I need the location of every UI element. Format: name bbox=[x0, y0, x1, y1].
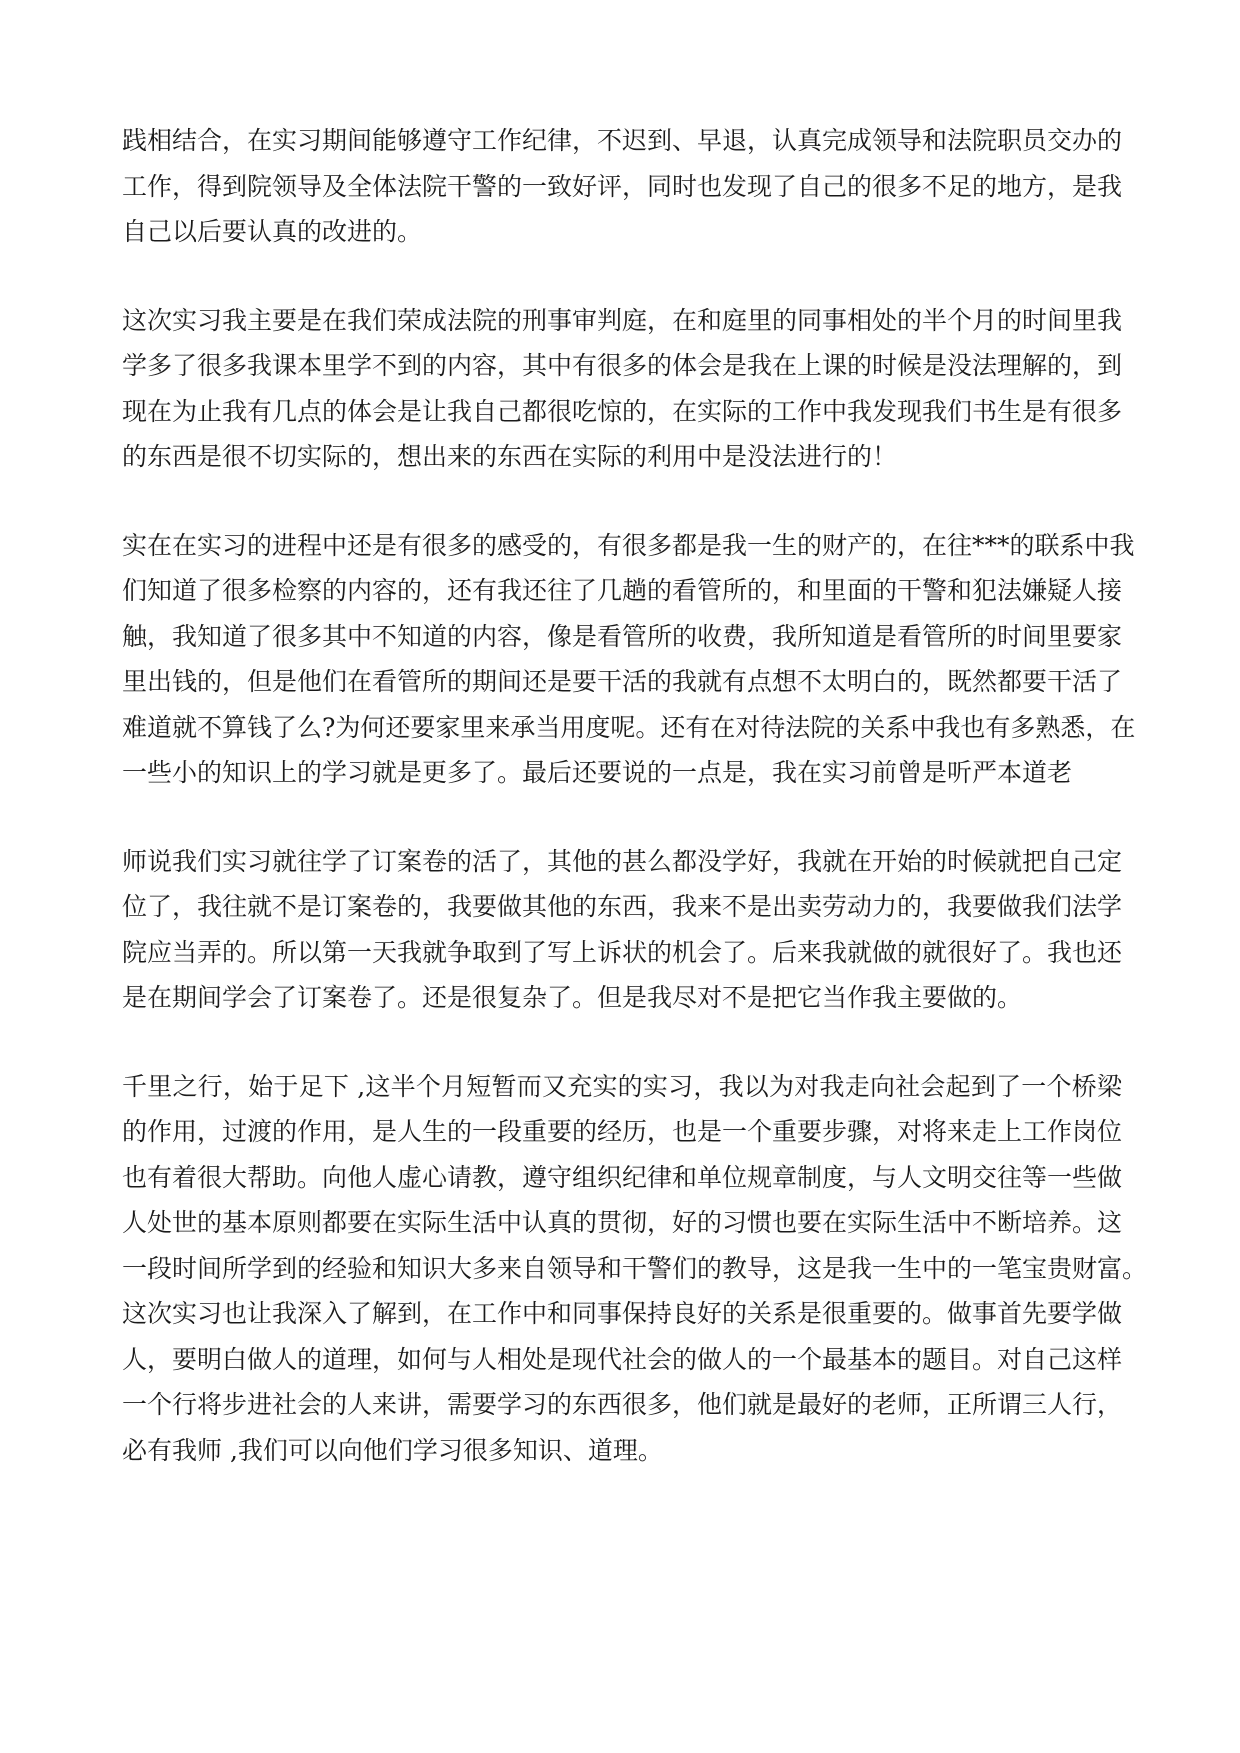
paragraph-4 bbox=[122, 839, 1122, 1021]
text-line: 这次实习也让我深入了解到，在工作中和同事保持良好的关系是很重要的。做事首先要学做 bbox=[122, 1299, 1123, 1328]
paragraph-1 bbox=[122, 118, 1122, 255]
document-body bbox=[122, 118, 1148, 1516]
text-line: 一段时间所学到的经验和知识大多来自领导和干警们的教导，这是我一生中的一笔宝贵财富。 bbox=[122, 1253, 1148, 1283]
text-line: 也有着很大帮助。向他人虚心请教，遵守组织纪律和单位规章制度，与人文明交往等一些做 bbox=[122, 1162, 1123, 1192]
text-line: 人，要明白做人的道理，如何与人相处是现代社会的做人的一个最基本的题目。对自己这样 bbox=[122, 1344, 1123, 1374]
text-line: 一些小的知识上的学习就是更多了。最后还要说的一点是，我在实习前曾是听严本道老 bbox=[122, 758, 1073, 787]
paragraph-3 bbox=[122, 523, 1136, 796]
text-line: 师说我们实习就往学了订案卷的活了，其他的甚么都没学好，我就在开始的时候就把自己定 bbox=[122, 846, 1123, 876]
text-line: 难道就不算钱了么?为何还要家里来承当用度呢。还有在对待法院的关系中我也有多熟悉，在 bbox=[122, 712, 1136, 742]
text-line: 触，我知道了很多其中不知道的内容，像是看管所的收费，我所知道是看管所的时间里要家 bbox=[122, 621, 1123, 651]
text-line: 学多了很多我课本里学不到的内容，其中有很多的体会是我在上课的时候是没法理解的，到 bbox=[122, 351, 1123, 380]
text-line: 是在期间学会了订案卷了。还是很复杂了。但是我尽对不是把它当作我主要做的。 bbox=[122, 983, 1023, 1012]
text-line: 位了，我往就不是订案卷的，我要做其他的东西，我来不是出卖劳动力的，我要做我们法学 bbox=[122, 892, 1123, 921]
text-line: 这次实习我主要是在我们荣成法院的刑事审判庭，在和庭里的同事相处的半个月的时间里我 bbox=[122, 305, 1123, 335]
text-line: 实在在实习的进程中还是有很多的感受的，有很多都是我一生的财产的，在往***的联系中我 bbox=[122, 530, 1135, 560]
text-line: 自己以后要认真的改进的。 bbox=[122, 217, 423, 246]
text-line: 的东西是很不切实际的，想出来的东西在实际的利用中是没法进行的！ bbox=[122, 442, 898, 471]
text-line: 院应当弄的。所以第一天我就争取到了写上诉状的机会了。后来我就做的就很好了。我也还 bbox=[122, 937, 1123, 967]
paragraph-2 bbox=[122, 298, 1122, 480]
text-line: 的作用，过渡的作用，是人生的一段重要的经历，也是一个重要步骤，对将来走上工作岗位 bbox=[122, 1117, 1123, 1146]
text-line: 们知道了很多检察的内容的，还有我还往了几趟的看管所的，和里面的干警和犯法嫌疑人接 bbox=[122, 576, 1123, 605]
text-line: 践相结合，在实习期间能够遵守工作纪律，不迟到、早退，认真完成领导和法院职员交办的 bbox=[122, 126, 1123, 155]
text-line: 千里之行，始于足下 ,这半个月短暂而又充实的实习，我以为对我走向社会起到了一个桥梁 bbox=[122, 1071, 1122, 1101]
text-line: 一个行将步进社会的人来讲，需要学习的东西很多，他们就是最好的老师，正所谓三人行， bbox=[122, 1390, 1123, 1419]
text-line: 必有我师 ,我们可以向他们学习很多知识、道理。 bbox=[122, 1435, 663, 1465]
text-line: 现在为止我有几点的体会是让我自己都很吃惊的，在实际的工作中我发现我们书生是有很多 bbox=[122, 396, 1123, 426]
text-line: 工作，得到院领导及全体法院干警的一致好评，同时也发现了自己的很多不足的地方，是我 bbox=[122, 171, 1123, 201]
text-line: 里出钱的，但是他们在看管所的期间还是要干活的我就有点想不太明白的，既然都要干活了 bbox=[122, 667, 1123, 696]
paragraph-5 bbox=[122, 1064, 1148, 1474]
text-line: 人处世的基本原则都要在实际生活中认真的贯彻，好的习惯也要在实际生活中不断培养。这 bbox=[122, 1208, 1123, 1237]
